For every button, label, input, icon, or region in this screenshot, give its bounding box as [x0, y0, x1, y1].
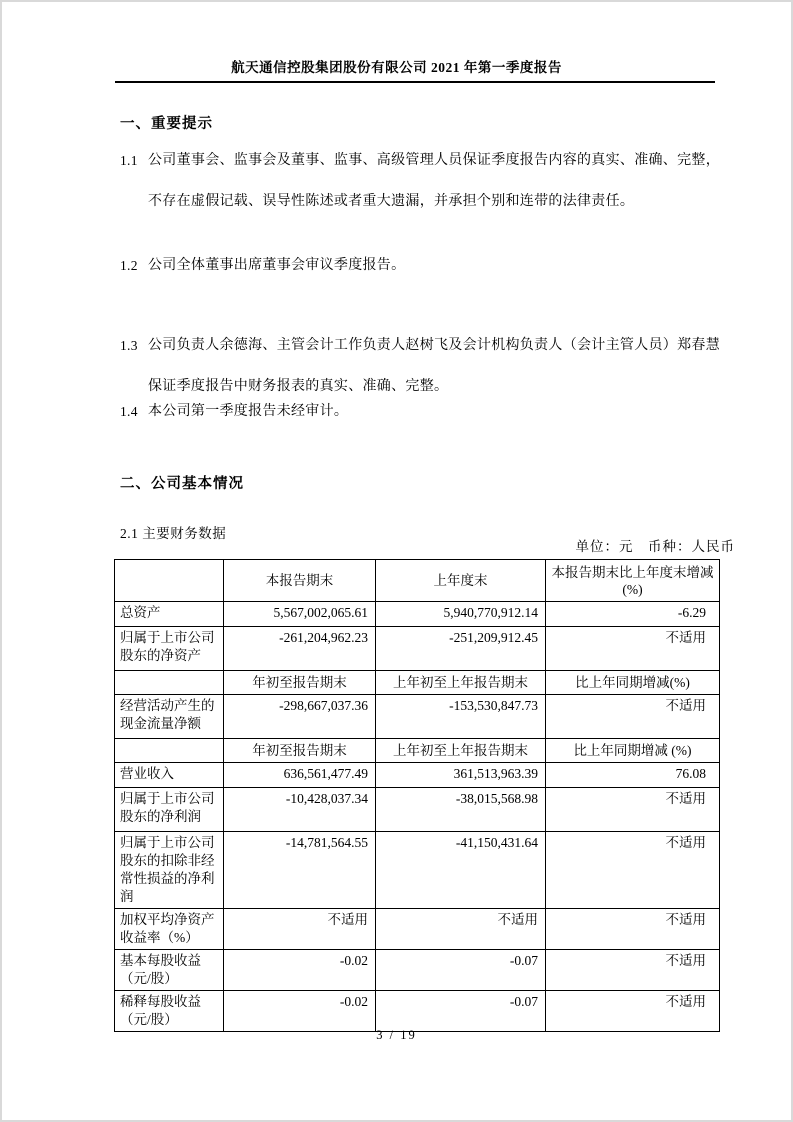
value-cell: -251,209,912.45 — [376, 627, 546, 671]
table-row — [115, 560, 720, 602]
item-text — [148, 245, 720, 286]
value-cell: -153,530,847.73 — [376, 695, 546, 739]
page-number: 3 / 19 — [376, 1028, 417, 1042]
value-cell: 361,513,963.39 — [376, 763, 546, 788]
item-text-line: 本公司第一季度报告未经审计。 — [148, 404, 349, 419]
value-cell: 不适用 — [376, 909, 546, 950]
value-cell: 年初至报告期末 — [224, 739, 376, 763]
item-text-line: 保证季度报告中财务报表的真实、准确、完整。 — [148, 379, 449, 394]
row-label-cell: 归属于上市公司股东的净资产 — [115, 627, 224, 671]
value-cell: 不适用 — [224, 909, 376, 950]
value-cell: -261,204,962.23 — [224, 627, 376, 671]
value-cell: 本报告期末比上年度末增减(%) — [546, 560, 720, 602]
row-label-cell — [115, 560, 224, 602]
row-label-cell: 归属于上市公司股东的扣除非经常性损益的净利润 — [115, 832, 224, 909]
subsection-2-1-heading: 2.1 主要财务数据 — [120, 526, 227, 541]
row-label-cell: 基本每股收益（元/股） — [115, 950, 224, 991]
value-cell: 比上年同期增减(%) — [546, 671, 720, 695]
header-divider — [115, 81, 715, 83]
section-2-heading: 二、公司基本情况 — [120, 476, 244, 492]
item-number: 1.3 — [120, 338, 138, 353]
row-label-cell: 总资产 — [115, 602, 224, 627]
value-cell: -6.29 — [546, 602, 720, 627]
financial-table — [114, 559, 720, 1032]
value-cell: -0.07 — [376, 950, 546, 991]
value-cell: -14,781,564.55 — [224, 832, 376, 909]
value-cell: 上年度末 — [376, 560, 546, 602]
value-cell: -0.07 — [376, 991, 546, 1032]
value-cell: -38,015,568.98 — [376, 788, 546, 832]
value-cell: -298,667,037.36 — [224, 695, 376, 739]
notice-item-1-4 — [120, 391, 720, 432]
item-text — [148, 140, 720, 222]
item-text — [148, 391, 720, 432]
value-cell: 不适用 — [546, 950, 720, 991]
value-cell: 不适用 — [546, 991, 720, 1032]
value-cell: 636,561,477.49 — [224, 763, 376, 788]
value-cell: -41,150,431.64 — [376, 832, 546, 909]
document-title: 航天通信控股集团股份有限公司 2021 年第一季度报告 — [231, 60, 562, 75]
value-cell: 不适用 — [546, 788, 720, 832]
item-number: 1.2 — [120, 258, 138, 273]
row-label-cell: 营业收入 — [115, 763, 224, 788]
financial-table-body — [115, 560, 720, 1032]
item-number: 1.1 — [120, 153, 138, 168]
value-cell: 76.08 — [546, 763, 720, 788]
item-text-line: 公司董事会、监事会及董事、监事、高级管理人员保证季度报告内容的真实、准确、完整， — [148, 153, 720, 168]
value-cell: -10,428,037.34 — [224, 788, 376, 832]
table-row — [115, 602, 720, 627]
table-row — [115, 763, 720, 788]
value-cell: 年初至报告期末 — [224, 671, 376, 695]
item-text-line: 不存在虚假记载、误导性陈述或者重大遗漏，并承担个别和连带的法律责任。 — [148, 194, 635, 209]
table-row — [115, 739, 720, 763]
value-cell: 5,567,002,065.61 — [224, 602, 376, 627]
table-row — [115, 671, 720, 695]
value-cell: 不适用 — [546, 627, 720, 671]
row-label-cell: 经营活动产生的现金流量净额 — [115, 695, 224, 739]
table-row — [115, 950, 720, 991]
currency-unit-note: 单位：元 币种：人民币 — [575, 539, 735, 554]
item-number: 1.4 — [120, 404, 138, 419]
value-cell: 不适用 — [546, 695, 720, 739]
notice-item-1-2 — [120, 245, 720, 286]
table-row — [115, 909, 720, 950]
item-text-line: 公司负责人余德海、主管会计工作负责人赵树飞及会计机构负责人（会计主管人员）郑春慧 — [148, 338, 720, 353]
row-label-cell — [115, 739, 224, 763]
table-row — [115, 627, 720, 671]
item-text-line: 公司全体董事出席董事会审议季度报告。 — [148, 258, 406, 273]
value-cell: 比上年同期增减 (%) — [546, 739, 720, 763]
value-cell: 5,940,770,912.14 — [376, 602, 546, 627]
notice-item-1-1 — [120, 140, 720, 222]
value-cell: 上年初至上年报告期末 — [376, 739, 546, 763]
value-cell: 上年初至上年报告期末 — [376, 671, 546, 695]
table-row — [115, 991, 720, 1032]
row-label-cell: 稀释每股收益（元/股） — [115, 991, 224, 1032]
row-label-cell: 加权平均净资产收益率（%） — [115, 909, 224, 950]
section-1-heading: 一、重要提示 — [120, 116, 213, 132]
row-label-cell — [115, 671, 224, 695]
table-row — [115, 832, 720, 909]
row-label-cell: 归属于上市公司股东的净利润 — [115, 788, 224, 832]
value-cell: -0.02 — [224, 991, 376, 1032]
table-row — [115, 695, 720, 739]
value-cell: 不适用 — [546, 909, 720, 950]
value-cell: 不适用 — [546, 832, 720, 909]
value-cell: -0.02 — [224, 950, 376, 991]
table-row — [115, 788, 720, 832]
value-cell: 本报告期末 — [224, 560, 376, 602]
